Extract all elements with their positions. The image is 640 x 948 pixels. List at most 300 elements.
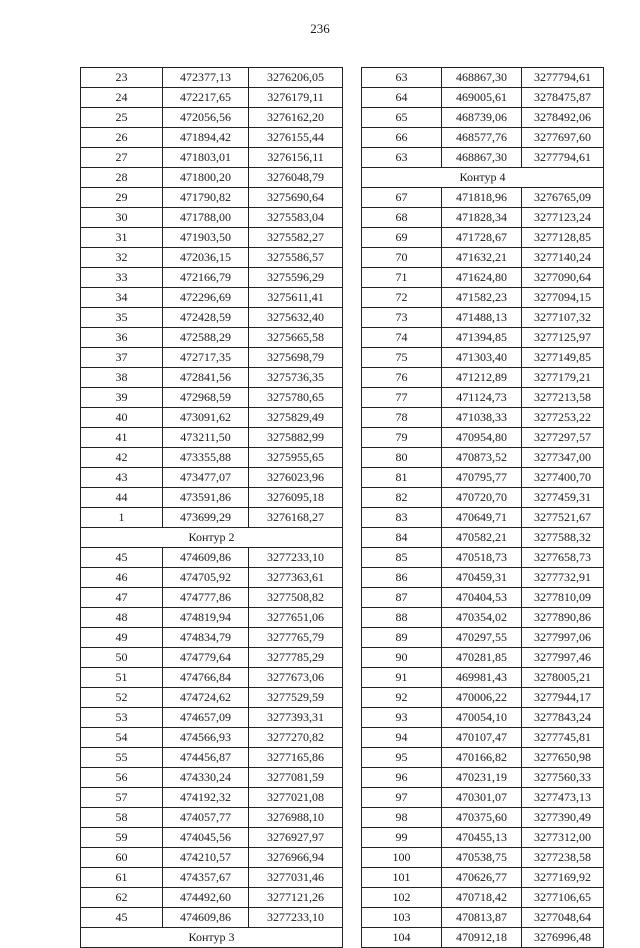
table-row [362, 388, 604, 408]
x-coordinate-cell: 470404,53 [442, 588, 522, 608]
y-coordinate-cell: 3275698,79 [249, 348, 343, 368]
x-coordinate-cell: 468577,76 [442, 128, 522, 148]
table-row [362, 828, 604, 848]
y-coordinate-cell: 3277021,08 [249, 788, 343, 808]
x-coordinate-cell: 473477,07 [163, 468, 249, 488]
point-number-cell: 55 [81, 748, 163, 768]
x-coordinate-cell: 470649,71 [442, 508, 522, 528]
point-number-cell: 39 [81, 388, 163, 408]
y-coordinate-cell: 3277785,29 [249, 648, 343, 668]
table-row [362, 428, 604, 448]
table-row [362, 208, 604, 228]
table-row [362, 288, 604, 308]
y-coordinate-cell: 3276988,10 [249, 808, 343, 828]
y-coordinate-cell: 3278475,87 [522, 88, 604, 108]
point-number-cell: 96 [362, 768, 442, 788]
point-number-cell: 72 [362, 288, 442, 308]
point-number-cell: 90 [362, 648, 442, 668]
table-row [362, 788, 604, 808]
x-coordinate-cell: 472166,79 [163, 268, 249, 288]
table-row [81, 908, 343, 928]
y-coordinate-cell: 3276206,05 [249, 68, 343, 88]
table-row [362, 248, 604, 268]
table-row [362, 548, 604, 568]
x-coordinate-cell: 468739,06 [442, 108, 522, 128]
y-coordinate-cell: 3277473,13 [522, 788, 604, 808]
point-number-cell: 35 [81, 308, 163, 328]
x-coordinate-cell: 471303,40 [442, 348, 522, 368]
point-number-cell: 70 [362, 248, 442, 268]
x-coordinate-cell: 471728,67 [442, 228, 522, 248]
point-number-cell: 49 [81, 628, 163, 648]
x-coordinate-cell: 470626,77 [442, 868, 522, 888]
x-coordinate-cell: 474456,87 [163, 748, 249, 768]
x-coordinate-cell: 472968,59 [163, 388, 249, 408]
y-coordinate-cell: 3277794,61 [522, 148, 604, 168]
point-number-cell: 81 [362, 468, 442, 488]
point-number-cell: 86 [362, 568, 442, 588]
point-number-cell: 88 [362, 608, 442, 628]
x-coordinate-cell: 471828,34 [442, 208, 522, 228]
y-coordinate-cell: 3277459,31 [522, 488, 604, 508]
table-row [362, 528, 604, 548]
y-coordinate-cell: 3277697,60 [522, 128, 604, 148]
point-number-cell: 44 [81, 488, 163, 508]
table-row [362, 668, 604, 688]
x-coordinate-cell: 472056,56 [163, 108, 249, 128]
x-coordinate-cell: 470301,07 [442, 788, 522, 808]
y-coordinate-cell: 3277521,67 [522, 508, 604, 528]
point-number-cell: 63 [362, 68, 442, 88]
contour-label: Контур 3 [81, 928, 343, 948]
y-coordinate-cell: 3275586,57 [249, 248, 343, 268]
y-coordinate-cell: 3277765,79 [249, 628, 343, 648]
x-coordinate-cell: 471800,20 [163, 168, 249, 188]
x-coordinate-cell: 470107,47 [442, 728, 522, 748]
x-coordinate-cell: 474566,93 [163, 728, 249, 748]
table-row [362, 328, 604, 348]
point-number-cell: 73 [362, 308, 442, 328]
point-number-cell: 104 [362, 928, 442, 948]
point-number-cell: 27 [81, 148, 163, 168]
x-coordinate-cell: 470281,85 [442, 648, 522, 668]
y-coordinate-cell: 3277810,09 [522, 588, 604, 608]
x-coordinate-cell: 470354,02 [442, 608, 522, 628]
x-coordinate-cell: 469981,43 [442, 668, 522, 688]
table-row [81, 608, 343, 628]
point-number-cell: 23 [81, 68, 163, 88]
table-row [81, 548, 343, 568]
y-coordinate-cell: 3276927,97 [249, 828, 343, 848]
x-coordinate-cell: 474609,86 [163, 908, 249, 928]
table-row [362, 268, 604, 288]
point-number-cell: 51 [81, 668, 163, 688]
y-coordinate-cell: 3277149,85 [522, 348, 604, 368]
x-coordinate-cell: 471212,89 [442, 368, 522, 388]
x-coordinate-cell: 472428,59 [163, 308, 249, 328]
table-row [362, 568, 604, 588]
y-coordinate-cell: 3277363,61 [249, 568, 343, 588]
table-row [81, 748, 343, 768]
point-number-cell: 101 [362, 868, 442, 888]
point-number-cell: 85 [362, 548, 442, 568]
table-row [362, 748, 604, 768]
x-coordinate-cell: 469005,61 [442, 88, 522, 108]
x-coordinate-cell: 470375,60 [442, 808, 522, 828]
table-row [362, 148, 604, 168]
point-number-cell: 34 [81, 288, 163, 308]
x-coordinate-cell: 471894,42 [163, 128, 249, 148]
table-row [81, 868, 343, 888]
point-number-cell: 63 [362, 148, 442, 168]
y-coordinate-cell: 3277233,10 [249, 548, 343, 568]
x-coordinate-cell: 474705,92 [163, 568, 249, 588]
y-coordinate-cell: 3277390,49 [522, 808, 604, 828]
x-coordinate-cell: 471803,01 [163, 148, 249, 168]
x-coordinate-cell: 470518,73 [442, 548, 522, 568]
table-row [362, 808, 604, 828]
point-number-cell: 103 [362, 908, 442, 928]
y-coordinate-cell: 3275829,49 [249, 408, 343, 428]
y-coordinate-cell: 3276048,79 [249, 168, 343, 188]
y-coordinate-cell: 3277233,10 [249, 908, 343, 928]
x-coordinate-cell: 472036,15 [163, 248, 249, 268]
point-number-cell: 38 [81, 368, 163, 388]
table-row [81, 728, 343, 748]
y-coordinate-cell: 3275780,65 [249, 388, 343, 408]
x-coordinate-cell: 471038,33 [442, 408, 522, 428]
table-row [81, 428, 343, 448]
y-coordinate-cell: 3277253,22 [522, 408, 604, 428]
point-number-cell: 91 [362, 668, 442, 688]
y-coordinate-cell: 3276765,09 [522, 188, 604, 208]
x-coordinate-cell: 471624,80 [442, 268, 522, 288]
y-coordinate-cell: 3277081,59 [249, 768, 343, 788]
table-row [81, 568, 343, 588]
contour-header-row [81, 528, 343, 548]
x-coordinate-cell: 471488,13 [442, 308, 522, 328]
table-row [81, 448, 343, 468]
point-number-cell: 42 [81, 448, 163, 468]
y-coordinate-cell: 3275582,27 [249, 228, 343, 248]
point-number-cell: 67 [362, 188, 442, 208]
point-number-cell: 83 [362, 508, 442, 528]
y-coordinate-cell: 3277393,31 [249, 708, 343, 728]
x-coordinate-cell: 474657,09 [163, 708, 249, 728]
y-coordinate-cell: 3277169,92 [522, 868, 604, 888]
x-coordinate-cell: 471818,96 [442, 188, 522, 208]
y-coordinate-cell: 3277843,24 [522, 708, 604, 728]
y-coordinate-cell: 3277048,64 [522, 908, 604, 928]
y-coordinate-cell: 3275611,41 [249, 288, 343, 308]
y-coordinate-cell: 3276168,27 [249, 508, 343, 528]
table-row [81, 268, 343, 288]
table-row [362, 768, 604, 788]
point-number-cell: 64 [362, 88, 442, 108]
table-row [81, 348, 343, 368]
point-number-cell: 66 [362, 128, 442, 148]
x-coordinate-cell: 470873,52 [442, 448, 522, 468]
y-coordinate-cell: 3275736,35 [249, 368, 343, 388]
y-coordinate-cell: 3277650,98 [522, 748, 604, 768]
y-coordinate-cell: 3277997,46 [522, 648, 604, 668]
contour-label: Контур 2 [81, 528, 343, 548]
table-row [362, 308, 604, 328]
table-row [362, 88, 604, 108]
y-coordinate-cell: 3275632,40 [249, 308, 343, 328]
x-coordinate-cell: 472217,65 [163, 88, 249, 108]
point-number-cell: 87 [362, 588, 442, 608]
y-coordinate-cell: 3276155,44 [249, 128, 343, 148]
point-number-cell: 48 [81, 608, 163, 628]
table-row [362, 928, 604, 948]
table-row [81, 248, 343, 268]
x-coordinate-cell: 473699,29 [163, 508, 249, 528]
point-number-cell: 59 [81, 828, 163, 848]
table-row [362, 488, 604, 508]
table-row [81, 508, 343, 528]
point-number-cell: 36 [81, 328, 163, 348]
table-row [362, 708, 604, 728]
table-row [362, 228, 604, 248]
point-number-cell: 28 [81, 168, 163, 188]
point-number-cell: 94 [362, 728, 442, 748]
x-coordinate-cell: 473355,88 [163, 448, 249, 468]
point-number-cell: 75 [362, 348, 442, 368]
point-number-cell: 99 [362, 828, 442, 848]
y-coordinate-cell: 3276095,18 [249, 488, 343, 508]
table-row [81, 228, 343, 248]
point-number-cell: 45 [81, 548, 163, 568]
point-number-cell: 45 [81, 908, 163, 928]
table-row [362, 728, 604, 748]
x-coordinate-cell: 474357,67 [163, 868, 249, 888]
table-row [81, 168, 343, 188]
y-coordinate-cell: 3275665,58 [249, 328, 343, 348]
point-number-cell: 68 [362, 208, 442, 228]
point-number-cell: 43 [81, 468, 163, 488]
x-coordinate-cell: 471124,73 [442, 388, 522, 408]
x-coordinate-cell: 470720,70 [442, 488, 522, 508]
table-row [362, 408, 604, 428]
table-row [362, 188, 604, 208]
y-coordinate-cell: 3277297,57 [522, 428, 604, 448]
x-coordinate-cell: 473091,62 [163, 408, 249, 428]
y-coordinate-cell: 3277270,82 [249, 728, 343, 748]
y-coordinate-cell: 3276156,11 [249, 148, 343, 168]
x-coordinate-cell: 470795,77 [442, 468, 522, 488]
point-number-cell: 31 [81, 228, 163, 248]
x-coordinate-cell: 471582,23 [442, 288, 522, 308]
point-number-cell: 102 [362, 888, 442, 908]
table-row [81, 88, 343, 108]
x-coordinate-cell: 470231,19 [442, 768, 522, 788]
x-coordinate-cell: 472841,56 [163, 368, 249, 388]
x-coordinate-cell: 474834,79 [163, 628, 249, 648]
contour-header-row [81, 928, 343, 948]
table-row [81, 828, 343, 848]
table-row [81, 368, 343, 388]
x-coordinate-cell: 474210,57 [163, 848, 249, 868]
y-coordinate-cell: 3275690,64 [249, 188, 343, 208]
table-row [362, 868, 604, 888]
y-coordinate-cell: 3277031,46 [249, 868, 343, 888]
point-number-cell: 41 [81, 428, 163, 448]
table-row [81, 388, 343, 408]
x-coordinate-cell: 471790,82 [163, 188, 249, 208]
point-number-cell: 46 [81, 568, 163, 588]
table-row [362, 688, 604, 708]
table-row [81, 688, 343, 708]
point-number-cell: 93 [362, 708, 442, 728]
table-row [81, 628, 343, 648]
y-coordinate-cell: 3277106,65 [522, 888, 604, 908]
x-coordinate-cell: 470538,75 [442, 848, 522, 868]
page-number: 236 [310, 21, 330, 36]
point-number-cell: 92 [362, 688, 442, 708]
y-coordinate-cell: 3276023,96 [249, 468, 343, 488]
x-coordinate-cell: 474330,24 [163, 768, 249, 788]
x-coordinate-cell: 474766,84 [163, 668, 249, 688]
table-row [362, 908, 604, 928]
point-number-cell: 52 [81, 688, 163, 708]
point-number-cell: 33 [81, 268, 163, 288]
point-number-cell: 65 [362, 108, 442, 128]
y-coordinate-cell: 3276996,48 [522, 928, 604, 948]
point-number-cell: 74 [362, 328, 442, 348]
x-coordinate-cell: 470455,13 [442, 828, 522, 848]
y-coordinate-cell: 3277658,73 [522, 548, 604, 568]
point-number-cell: 78 [362, 408, 442, 428]
y-coordinate-cell: 3275955,65 [249, 448, 343, 468]
point-number-cell: 24 [81, 88, 163, 108]
x-coordinate-cell: 472377,13 [163, 68, 249, 88]
y-coordinate-cell: 3277179,21 [522, 368, 604, 388]
y-coordinate-cell: 3277312,00 [522, 828, 604, 848]
table-row [81, 328, 343, 348]
y-coordinate-cell: 3277508,82 [249, 588, 343, 608]
table-row [362, 68, 604, 88]
table-row [362, 628, 604, 648]
coordinates-table-right [361, 67, 604, 948]
x-coordinate-cell: 470166,82 [442, 748, 522, 768]
y-coordinate-cell: 3277944,17 [522, 688, 604, 708]
y-coordinate-cell: 3277090,64 [522, 268, 604, 288]
y-coordinate-cell: 3275882,99 [249, 428, 343, 448]
x-coordinate-cell: 471394,85 [442, 328, 522, 348]
table-row [362, 448, 604, 468]
table-row [81, 408, 343, 428]
y-coordinate-cell: 3275583,04 [249, 208, 343, 228]
y-coordinate-cell: 3277238,58 [522, 848, 604, 868]
x-coordinate-cell: 472717,35 [163, 348, 249, 368]
y-coordinate-cell: 3277732,91 [522, 568, 604, 588]
point-number-cell: 54 [81, 728, 163, 748]
y-coordinate-cell: 3278492,06 [522, 108, 604, 128]
y-coordinate-cell: 3277107,32 [522, 308, 604, 328]
table-row [81, 808, 343, 828]
x-coordinate-cell: 474492,60 [163, 888, 249, 908]
x-coordinate-cell: 470006,22 [442, 688, 522, 708]
x-coordinate-cell: 472296,69 [163, 288, 249, 308]
y-coordinate-cell: 3276966,94 [249, 848, 343, 868]
table-row [81, 588, 343, 608]
y-coordinate-cell: 3277890,86 [522, 608, 604, 628]
point-number-cell: 40 [81, 408, 163, 428]
point-number-cell: 95 [362, 748, 442, 768]
table-row [81, 188, 343, 208]
table-row [81, 488, 343, 508]
table-row [81, 468, 343, 488]
x-coordinate-cell: 471632,21 [442, 248, 522, 268]
x-coordinate-cell: 470954,80 [442, 428, 522, 448]
y-coordinate-cell: 3277347,00 [522, 448, 604, 468]
x-coordinate-cell: 471903,50 [163, 228, 249, 248]
point-number-cell: 97 [362, 788, 442, 808]
point-number-cell: 26 [81, 128, 163, 148]
x-coordinate-cell: 470813,87 [442, 908, 522, 928]
x-coordinate-cell: 474192,32 [163, 788, 249, 808]
y-coordinate-cell: 3277794,61 [522, 68, 604, 88]
x-coordinate-cell: 473591,86 [163, 488, 249, 508]
point-number-cell: 30 [81, 208, 163, 228]
point-number-cell: 69 [362, 228, 442, 248]
x-coordinate-cell: 470459,31 [442, 568, 522, 588]
table-row [81, 288, 343, 308]
y-coordinate-cell: 3277588,32 [522, 528, 604, 548]
point-number-cell: 62 [81, 888, 163, 908]
x-coordinate-cell: 470054,10 [442, 708, 522, 728]
table-row [362, 648, 604, 668]
y-coordinate-cell: 3277400,70 [522, 468, 604, 488]
table-row [81, 768, 343, 788]
y-coordinate-cell: 3277128,85 [522, 228, 604, 248]
x-coordinate-cell: 472588,29 [163, 328, 249, 348]
y-coordinate-cell: 3277125,97 [522, 328, 604, 348]
y-coordinate-cell: 3277560,33 [522, 768, 604, 788]
point-number-cell: 77 [362, 388, 442, 408]
y-coordinate-cell: 3277165,86 [249, 748, 343, 768]
y-coordinate-cell: 3277140,24 [522, 248, 604, 268]
y-coordinate-cell: 3276162,20 [249, 108, 343, 128]
y-coordinate-cell: 3277745,81 [522, 728, 604, 748]
table-row [81, 708, 343, 728]
x-coordinate-cell: 474057,77 [163, 808, 249, 828]
x-coordinate-cell: 474777,86 [163, 588, 249, 608]
table-row [81, 668, 343, 688]
x-coordinate-cell: 470718,42 [442, 888, 522, 908]
table-row [81, 68, 343, 88]
point-number-cell: 56 [81, 768, 163, 788]
y-coordinate-cell: 3277213,58 [522, 388, 604, 408]
x-coordinate-cell: 474609,86 [163, 548, 249, 568]
table-row [362, 588, 604, 608]
point-number-cell: 84 [362, 528, 442, 548]
contour-header-row [362, 168, 604, 188]
point-number-cell: 82 [362, 488, 442, 508]
point-number-cell: 53 [81, 708, 163, 728]
x-coordinate-cell: 474779,64 [163, 648, 249, 668]
table-row [81, 208, 343, 228]
point-number-cell: 100 [362, 848, 442, 868]
table-row [362, 128, 604, 148]
table-row [81, 108, 343, 128]
table-row [362, 848, 604, 868]
table-row [362, 108, 604, 128]
table-row [362, 468, 604, 488]
point-number-cell: 98 [362, 808, 442, 828]
point-number-cell: 89 [362, 628, 442, 648]
